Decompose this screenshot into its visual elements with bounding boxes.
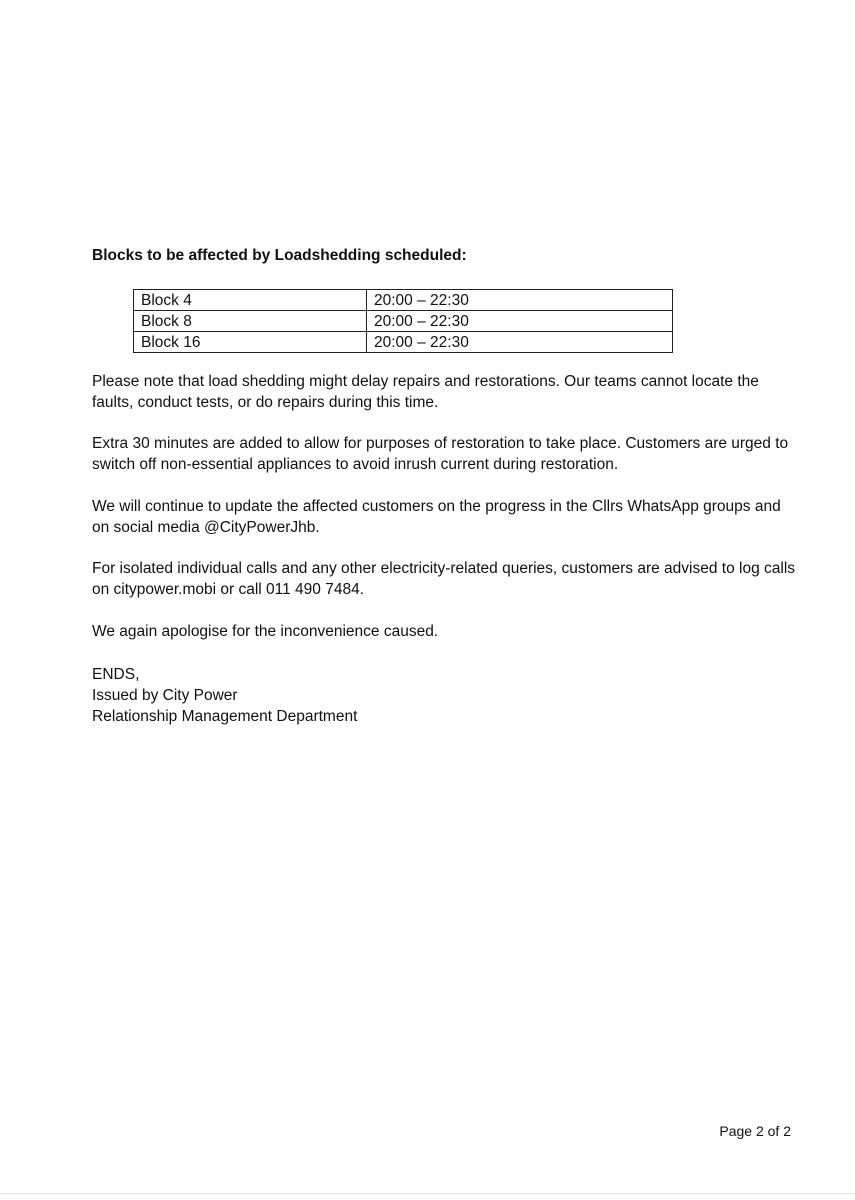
schedule-table — [133, 289, 673, 353]
signoff-issuer: Issued by City Power — [92, 687, 238, 704]
time-cell: 20:00 – 22:30 — [367, 290, 673, 311]
table-row — [134, 332, 673, 353]
signoff-department: Relationship Management Department — [92, 708, 358, 725]
page-number: Page 2 of 2 — [719, 1123, 791, 1139]
signoff-ends: ENDS, — [92, 666, 140, 683]
time-cell: 20:00 – 22:30 — [367, 332, 673, 353]
block-cell: Block 4 — [134, 290, 367, 311]
paragraph-updates: We will continue to update the affected customers on the progress in the Cllrs WhatsApp groups and on social media @CityPowerJhb. — [92, 498, 781, 536]
table-row — [134, 311, 673, 332]
section-heading: Blocks to be affected by Loadshedding scheduled: — [92, 247, 467, 264]
paragraph-apology: We again apologise for the inconvenience caused. — [92, 623, 439, 640]
block-cell: Block 8 — [134, 311, 367, 332]
paragraph-extra-time: Extra 30 minutes are added to allow for purposes of restoration to take place. Customers are urged to switch off non-essential appliances to avoid inrush current during restoration. — [92, 435, 789, 473]
time-cell: 20:00 – 22:30 — [367, 311, 673, 332]
paragraph-repairs-notice: Please note that load shedding might delay repairs and restorations. Our teams cannot locate the faults, conduct tests, or do repairs during this time. — [92, 373, 759, 411]
table-row — [134, 290, 673, 311]
paragraph-contact: For isolated individual calls and any other electricity-related queries, customers are advised to log calls on citypower.mobi or call 011 490 7484. — [92, 560, 796, 598]
page-edge-divider — [0, 1193, 855, 1194]
block-cell: Block 16 — [134, 332, 367, 353]
